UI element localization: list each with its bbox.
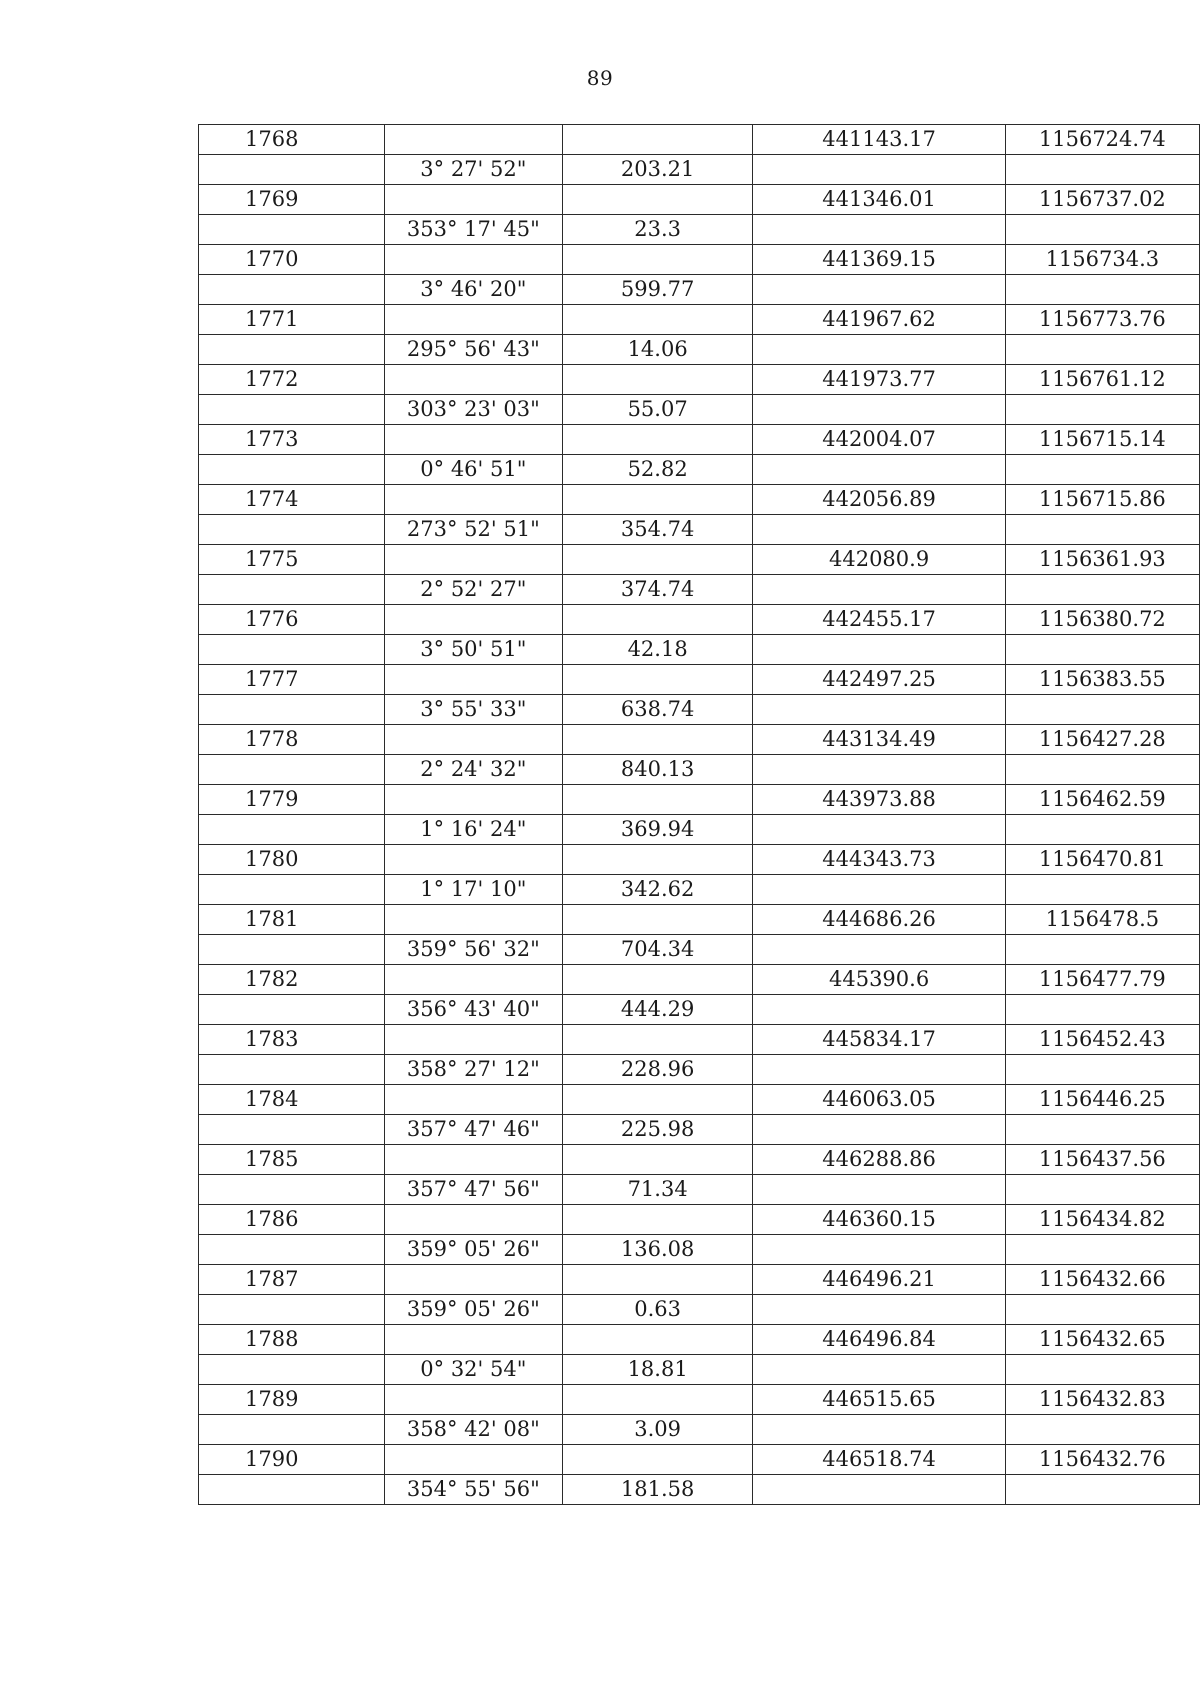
leg-row (199, 635, 1200, 665)
distance-cell: 374.74 (562, 575, 753, 605)
leg-row (199, 755, 1200, 785)
northing-cell (753, 395, 1005, 425)
distance-cell: 136.08 (562, 1235, 753, 1265)
bearing-cell: 1° 17' 10" (384, 875, 562, 905)
point-row (199, 245, 1200, 275)
point-id-cell (199, 1115, 385, 1145)
point-row (199, 1205, 1200, 1235)
northing-cell: 443973.88 (753, 785, 1005, 815)
point-row (199, 185, 1200, 215)
easting-cell (1005, 395, 1199, 425)
northing-cell: 446063.05 (753, 1085, 1005, 1115)
northing-cell (753, 935, 1005, 965)
bearing-cell (384, 725, 562, 755)
distance-cell (562, 1205, 753, 1235)
easting-cell (1005, 935, 1199, 965)
bearing-cell: 295° 56' 43" (384, 335, 562, 365)
bearing-cell: 0° 32' 54" (384, 1355, 562, 1385)
northing-cell: 441967.62 (753, 305, 1005, 335)
bearing-cell: 357° 47' 46" (384, 1115, 562, 1145)
point-id-cell (199, 995, 385, 1025)
point-id-cell (199, 755, 385, 785)
northing-cell (753, 1175, 1005, 1205)
bearing-cell: 273° 52' 51" (384, 515, 562, 545)
leg-row (199, 155, 1200, 185)
leg-row (199, 1235, 1200, 1265)
easting-cell (1005, 815, 1199, 845)
distance-cell (562, 665, 753, 695)
easting-cell: 1156470.81 (1005, 845, 1199, 875)
distance-cell: 71.34 (562, 1175, 753, 1205)
point-row (199, 305, 1200, 335)
bearing-cell: 358° 42' 08" (384, 1415, 562, 1445)
distance-cell: 369.94 (562, 815, 753, 845)
northing-cell: 445834.17 (753, 1025, 1005, 1055)
northing-cell (753, 275, 1005, 305)
bearing-cell (384, 1445, 562, 1475)
point-id-cell: 1769 (199, 185, 385, 215)
easting-cell: 1156432.83 (1005, 1385, 1199, 1415)
point-id-cell (199, 455, 385, 485)
northing-cell: 446288.86 (753, 1145, 1005, 1175)
bearing-cell (384, 1325, 562, 1355)
bearing-cell (384, 245, 562, 275)
northing-cell: 442455.17 (753, 605, 1005, 635)
distance-cell (562, 1025, 753, 1055)
easting-cell (1005, 1175, 1199, 1205)
northing-cell (753, 1115, 1005, 1145)
point-id-cell (199, 875, 385, 905)
distance-cell (562, 1085, 753, 1115)
easting-cell (1005, 1115, 1199, 1145)
leg-row (199, 455, 1200, 485)
northing-cell (753, 995, 1005, 1025)
leg-row (199, 395, 1200, 425)
point-id-cell (199, 1475, 385, 1505)
bearing-cell (384, 1025, 562, 1055)
point-id-cell: 1785 (199, 1145, 385, 1175)
distance-cell: 638.74 (562, 695, 753, 725)
northing-cell: 441973.77 (753, 365, 1005, 395)
bearing-cell (384, 785, 562, 815)
point-id-cell: 1786 (199, 1205, 385, 1235)
easting-cell (1005, 215, 1199, 245)
survey-coordinates-table (198, 124, 1200, 1505)
point-id-cell (199, 695, 385, 725)
easting-cell: 1156734.3 (1005, 245, 1199, 275)
distance-cell: 342.62 (562, 875, 753, 905)
point-id-cell: 1775 (199, 545, 385, 575)
bearing-cell (384, 1205, 562, 1235)
distance-cell (562, 1265, 753, 1295)
leg-row (199, 995, 1200, 1025)
point-id-cell (199, 395, 385, 425)
northing-cell (753, 575, 1005, 605)
easting-cell: 1156432.66 (1005, 1265, 1199, 1295)
northing-cell: 441143.17 (753, 125, 1005, 155)
point-row (199, 905, 1200, 935)
northing-cell (753, 1415, 1005, 1445)
northing-cell (753, 755, 1005, 785)
distance-cell (562, 185, 753, 215)
point-id-cell: 1772 (199, 365, 385, 395)
easting-cell (1005, 995, 1199, 1025)
point-id-cell: 1777 (199, 665, 385, 695)
bearing-cell: 1° 16' 24" (384, 815, 562, 845)
point-id-cell: 1779 (199, 785, 385, 815)
leg-row (199, 1355, 1200, 1385)
point-row (199, 605, 1200, 635)
point-row (199, 125, 1200, 155)
point-id-cell: 1768 (199, 125, 385, 155)
point-row (199, 1385, 1200, 1415)
leg-row (199, 875, 1200, 905)
point-id-cell (199, 215, 385, 245)
easting-cell: 1156462.59 (1005, 785, 1199, 815)
easting-cell (1005, 1415, 1199, 1445)
point-id-cell: 1776 (199, 605, 385, 635)
easting-cell: 1156477.79 (1005, 965, 1199, 995)
northing-cell (753, 515, 1005, 545)
distance-cell (562, 785, 753, 815)
bearing-cell (384, 545, 562, 575)
distance-cell: 18.81 (562, 1355, 753, 1385)
bearing-cell (384, 305, 562, 335)
bearing-cell (384, 365, 562, 395)
point-id-cell: 1774 (199, 485, 385, 515)
easting-cell: 1156383.55 (1005, 665, 1199, 695)
northing-cell (753, 815, 1005, 845)
easting-cell: 1156361.93 (1005, 545, 1199, 575)
distance-cell (562, 305, 753, 335)
bearing-cell: 3° 55' 33" (384, 695, 562, 725)
point-id-cell (199, 815, 385, 845)
point-row (199, 845, 1200, 875)
bearing-cell: 3° 46' 20" (384, 275, 562, 305)
bearing-cell (384, 185, 562, 215)
point-row (199, 965, 1200, 995)
bearing-cell: 354° 55' 56" (384, 1475, 562, 1505)
point-id-cell: 1783 (199, 1025, 385, 1055)
leg-row (199, 1055, 1200, 1085)
point-id-cell (199, 515, 385, 545)
point-row (199, 665, 1200, 695)
distance-cell (562, 605, 753, 635)
distance-cell: 3.09 (562, 1415, 753, 1445)
bearing-cell (384, 965, 562, 995)
point-id-cell: 1770 (199, 245, 385, 275)
bearing-cell (384, 1385, 562, 1415)
point-row (199, 545, 1200, 575)
easting-cell: 1156380.72 (1005, 605, 1199, 635)
northing-cell (753, 1295, 1005, 1325)
easting-cell (1005, 1235, 1199, 1265)
easting-cell (1005, 1295, 1199, 1325)
easting-cell (1005, 755, 1199, 785)
point-id-cell: 1771 (199, 305, 385, 335)
distance-cell: 444.29 (562, 995, 753, 1025)
northing-cell: 445390.6 (753, 965, 1005, 995)
distance-cell: 225.98 (562, 1115, 753, 1145)
distance-cell: 23.3 (562, 215, 753, 245)
leg-row (199, 1295, 1200, 1325)
distance-cell (562, 1325, 753, 1355)
point-id-cell (199, 1235, 385, 1265)
northing-cell: 443134.49 (753, 725, 1005, 755)
northing-cell (753, 1235, 1005, 1265)
bearing-cell (384, 905, 562, 935)
point-id-cell: 1787 (199, 1265, 385, 1295)
bearing-cell (384, 605, 562, 635)
distance-cell: 599.77 (562, 275, 753, 305)
easting-cell (1005, 875, 1199, 905)
point-row (199, 1145, 1200, 1175)
bearing-cell: 3° 27' 52" (384, 155, 562, 185)
northing-cell (753, 215, 1005, 245)
leg-row (199, 815, 1200, 845)
northing-cell (753, 635, 1005, 665)
point-row (199, 785, 1200, 815)
leg-row (199, 1415, 1200, 1445)
distance-cell (562, 965, 753, 995)
northing-cell: 446496.84 (753, 1325, 1005, 1355)
easting-cell: 1156478.5 (1005, 905, 1199, 935)
bearing-cell: 2° 24' 32" (384, 755, 562, 785)
leg-row (199, 575, 1200, 605)
point-id-cell: 1790 (199, 1445, 385, 1475)
point-id-cell (199, 935, 385, 965)
distance-cell (562, 905, 753, 935)
northing-cell (753, 1355, 1005, 1385)
distance-cell (562, 1385, 753, 1415)
distance-cell (562, 1445, 753, 1475)
easting-cell: 1156724.74 (1005, 125, 1199, 155)
bearing-cell (384, 1085, 562, 1115)
bearing-cell: 3° 50' 51" (384, 635, 562, 665)
point-id-cell: 1782 (199, 965, 385, 995)
distance-cell: 42.18 (562, 635, 753, 665)
distance-cell: 704.34 (562, 935, 753, 965)
bearing-cell: 359° 05' 26" (384, 1235, 562, 1265)
point-row (199, 485, 1200, 515)
distance-cell (562, 545, 753, 575)
bearing-cell: 0° 46' 51" (384, 455, 562, 485)
distance-cell (562, 485, 753, 515)
leg-row (199, 275, 1200, 305)
northing-cell: 441369.15 (753, 245, 1005, 275)
leg-row (199, 215, 1200, 245)
easting-cell: 1156715.14 (1005, 425, 1199, 455)
northing-cell: 442497.25 (753, 665, 1005, 695)
distance-cell: 354.74 (562, 515, 753, 545)
point-row (199, 425, 1200, 455)
distance-cell: 0.63 (562, 1295, 753, 1325)
easting-cell: 1156432.65 (1005, 1325, 1199, 1355)
point-id-cell: 1788 (199, 1325, 385, 1355)
northing-cell: 446515.65 (753, 1385, 1005, 1415)
easting-cell: 1156437.56 (1005, 1145, 1199, 1175)
northing-cell: 442080.9 (753, 545, 1005, 575)
easting-cell (1005, 1355, 1199, 1385)
point-row (199, 1085, 1200, 1115)
leg-row (199, 1115, 1200, 1145)
leg-row (199, 1175, 1200, 1205)
distance-cell: 55.07 (562, 395, 753, 425)
point-row (199, 365, 1200, 395)
northing-cell (753, 695, 1005, 725)
leg-row (199, 1475, 1200, 1505)
easting-cell (1005, 275, 1199, 305)
easting-cell (1005, 695, 1199, 725)
distance-cell: 840.13 (562, 755, 753, 785)
northing-cell: 446496.21 (753, 1265, 1005, 1295)
point-id-cell (199, 335, 385, 365)
easting-cell (1005, 515, 1199, 545)
distance-cell (562, 425, 753, 455)
easting-cell: 1156427.28 (1005, 725, 1199, 755)
easting-cell: 1156452.43 (1005, 1025, 1199, 1055)
easting-cell (1005, 1475, 1199, 1505)
point-id-cell (199, 1295, 385, 1325)
point-id-cell (199, 575, 385, 605)
leg-row (199, 695, 1200, 725)
point-id-cell (199, 1055, 385, 1085)
bearing-cell (384, 1145, 562, 1175)
bearing-cell (384, 665, 562, 695)
bearing-cell: 356° 43' 40" (384, 995, 562, 1025)
distance-cell: 52.82 (562, 455, 753, 485)
northing-cell (753, 335, 1005, 365)
leg-row (199, 515, 1200, 545)
point-id-cell: 1781 (199, 905, 385, 935)
distance-cell (562, 725, 753, 755)
point-row (199, 725, 1200, 755)
point-id-cell: 1784 (199, 1085, 385, 1115)
northing-cell (753, 875, 1005, 905)
point-id-cell (199, 1175, 385, 1205)
point-id-cell: 1780 (199, 845, 385, 875)
point-id-cell (199, 1355, 385, 1385)
northing-cell (753, 1475, 1005, 1505)
point-id-cell: 1778 (199, 725, 385, 755)
table-body (199, 125, 1200, 1505)
bearing-cell (384, 845, 562, 875)
easting-cell: 1156761.12 (1005, 365, 1199, 395)
point-id-cell: 1773 (199, 425, 385, 455)
northing-cell: 444686.26 (753, 905, 1005, 935)
distance-cell (562, 125, 753, 155)
point-id-cell (199, 155, 385, 185)
point-row (199, 1025, 1200, 1055)
bearing-cell (384, 485, 562, 515)
point-row (199, 1445, 1200, 1475)
easting-cell: 1156715.86 (1005, 485, 1199, 515)
northing-cell (753, 155, 1005, 185)
bearing-cell: 358° 27' 12" (384, 1055, 562, 1085)
distance-cell: 228.96 (562, 1055, 753, 1085)
northing-cell (753, 455, 1005, 485)
distance-cell: 203.21 (562, 155, 753, 185)
easting-cell: 1156434.82 (1005, 1205, 1199, 1235)
bearing-cell: 353° 17' 45" (384, 215, 562, 245)
bearing-cell (384, 1265, 562, 1295)
bearing-cell: 359° 05' 26" (384, 1295, 562, 1325)
distance-cell (562, 845, 753, 875)
easting-cell: 1156446.25 (1005, 1085, 1199, 1115)
easting-cell (1005, 455, 1199, 485)
easting-cell (1005, 635, 1199, 665)
bearing-cell: 359° 56' 32" (384, 935, 562, 965)
northing-cell (753, 1055, 1005, 1085)
point-id-cell (199, 275, 385, 305)
bearing-cell (384, 125, 562, 155)
distance-cell (562, 245, 753, 275)
point-id-cell (199, 635, 385, 665)
northing-cell: 446518.74 (753, 1445, 1005, 1475)
easting-cell: 1156737.02 (1005, 185, 1199, 215)
distance-cell: 14.06 (562, 335, 753, 365)
bearing-cell: 303° 23' 03" (384, 395, 562, 425)
page-number: 89 (586, 66, 614, 90)
point-row (199, 1265, 1200, 1295)
northing-cell: 446360.15 (753, 1205, 1005, 1235)
easting-cell (1005, 1055, 1199, 1085)
leg-row (199, 935, 1200, 965)
leg-row (199, 335, 1200, 365)
northing-cell: 442056.89 (753, 485, 1005, 515)
point-id-cell (199, 1415, 385, 1445)
point-id-cell: 1789 (199, 1385, 385, 1415)
distance-cell (562, 365, 753, 395)
easting-cell: 1156432.76 (1005, 1445, 1199, 1475)
northing-cell: 442004.07 (753, 425, 1005, 455)
distance-cell: 181.58 (562, 1475, 753, 1505)
bearing-cell (384, 425, 562, 455)
easting-cell (1005, 335, 1199, 365)
northing-cell: 441346.01 (753, 185, 1005, 215)
easting-cell (1005, 155, 1199, 185)
easting-cell (1005, 575, 1199, 605)
bearing-cell: 2° 52' 27" (384, 575, 562, 605)
northing-cell: 444343.73 (753, 845, 1005, 875)
distance-cell (562, 1145, 753, 1175)
easting-cell: 1156773.76 (1005, 305, 1199, 335)
point-row (199, 1325, 1200, 1355)
bearing-cell: 357° 47' 56" (384, 1175, 562, 1205)
